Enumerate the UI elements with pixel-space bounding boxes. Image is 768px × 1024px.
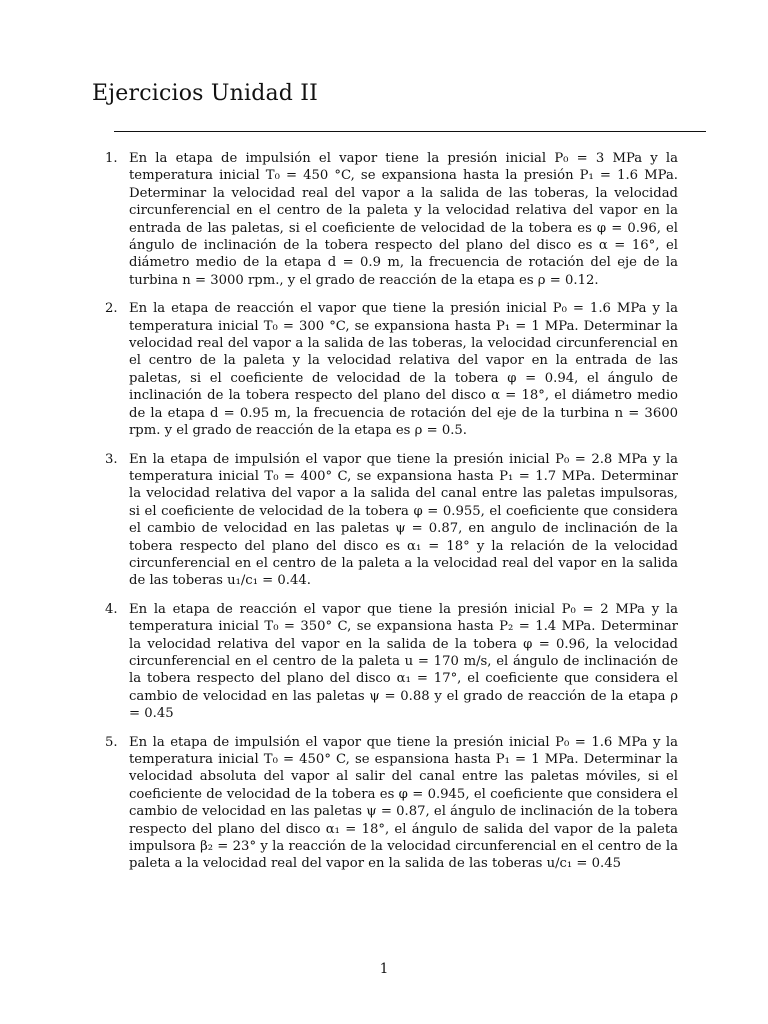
exercise-text: En la etapa de impulsión el vapor que tiene la presión inicial P₀ = 1.6 MPa y la temperatura inicial T₀ = 450° C, se espansiona hasta P₁ = 1 MPa. Determinar la velocidad absoluta del vapor al salir del canal entre las paletas móviles, si el coeficiente de velocidad de la tobera es φ = 0.945, el coeficiente que considera el cambio de velocidad en las paletas ψ = 0.87, el ángulo de inclinación de la tobera respecto del plano del disco α₁ = 18°, el ángulo de salida del vapor de la paleta impulsora β₂ = 23° y la reacción de la velocidad circunferencial en el centro de la paleta a la velocidad real del vapor en la salida de las toberas u/c₁ = 0.45 <box>129 734 678 872</box>
exercise-item-3 <box>105 451 678 590</box>
exercise-list <box>105 150 678 884</box>
exercise-text: En la etapa de reacción el vapor que tiene la presión inicial P₀ = 2 MPa y la temperatura inicial T₀ = 350° C, se expansiona hasta P₂ = 1.4 MPa. Determinar la velocidad relativa del vapor en la salida de la tobera φ = 0.96, la velocidad circunferencial en el centro de la paleta u = 170 m/s, el ángulo de inclinación de la tobera respecto del plano del disco α₁ = 17°, el coeficiente que considera el cambio de velocidad en las paletas ψ = 0.88 y el grado de reacción de la etapa ρ = 0.45 <box>129 601 678 722</box>
exercise-text: En la etapa de impulsión el vapor que tiene la presión inicial P₀ = 2.8 MPa y la temperatura inicial T₀ = 400° C, se expansiona hasta P₁ = 1.7 MPa. Determinar la velocidad relativa del vapor a la salida del canal entre las paletas impulsoras, si el coeficiente de velocidad de la tobera φ = 0.955, el coeficiente que considera el cambio de velocidad en las paletas ψ = 0.87, en angulo de inclinación de la tobera respecto del plano del disco es α₁ = 18° y la relación de la velocidad circunferencial en el centro de la paleta a la velocidad real del vapor en la salida de las toberas u₁/c₁ = 0.44. <box>129 451 678 589</box>
exercise-text: En la etapa de reacción el vapor que tiene la presión inicial P₀ = 1.6 MPa y la temperatura inicial T₀ = 300 °C, se expansiona hasta P₁ = 1 MPa. Determinar la velocidad real del vapor a la salida de las toberas, la velocidad circunferencial en el centro de la paleta y la velocidad relativa del vapor en la entrada de las paletas, si el coeficiente de velocidad de la tobera φ = 0.94, el ángulo de inclinación de la tobera respecto del plano del disco α = 18°, el diámetro medio de la etapa d = 0.95 m, la frecuencia de rotación del eje de la turbina n = 3600 rpm. y el grado de reacción de la etapa es ρ = 0.5. <box>129 301 678 439</box>
exercise-number: 2. <box>105 301 118 317</box>
exercise-item-5 <box>105 734 678 873</box>
exercise-number: 4. <box>105 601 118 617</box>
exercise-item-4 <box>105 601 678 723</box>
title-divider <box>114 131 706 132</box>
exercise-number: 5. <box>105 734 118 750</box>
page-number: 1 <box>379 961 389 977</box>
exercise-number: 3. <box>105 451 118 467</box>
exercise-number: 1. <box>105 151 118 166</box>
exercise-item-1 <box>105 150 678 289</box>
exercise-text: En la etapa de impulsión el vapor tiene la presión inicial P₀ = 3 MPa y la temperatura inicial T₀ = 450 °C, se expansiona hasta la presión P₁ = 1.6 MPa. Determinar la velocidad real del vapor a la salida de las toberas, la velocidad circunferencial en el centro de la paleta y la velocidad relativa del vapor en la entrada de las paletas, si el coeficiente de velocidad de la tobera es φ = 0.96, el ángulo de inclinación de la tobera respecto del plano del disco es α = 16°, el diámetro medio de la etapa d = 0.9 m, la frecuencia de rotación del eje de la turbina n = 3000 rpm., y el grado de reacción de la etapa es ρ = 0.12. <box>129 151 678 288</box>
page-title: Ejercicios Unidad II <box>92 81 319 106</box>
exercise-item-2 <box>105 300 678 439</box>
